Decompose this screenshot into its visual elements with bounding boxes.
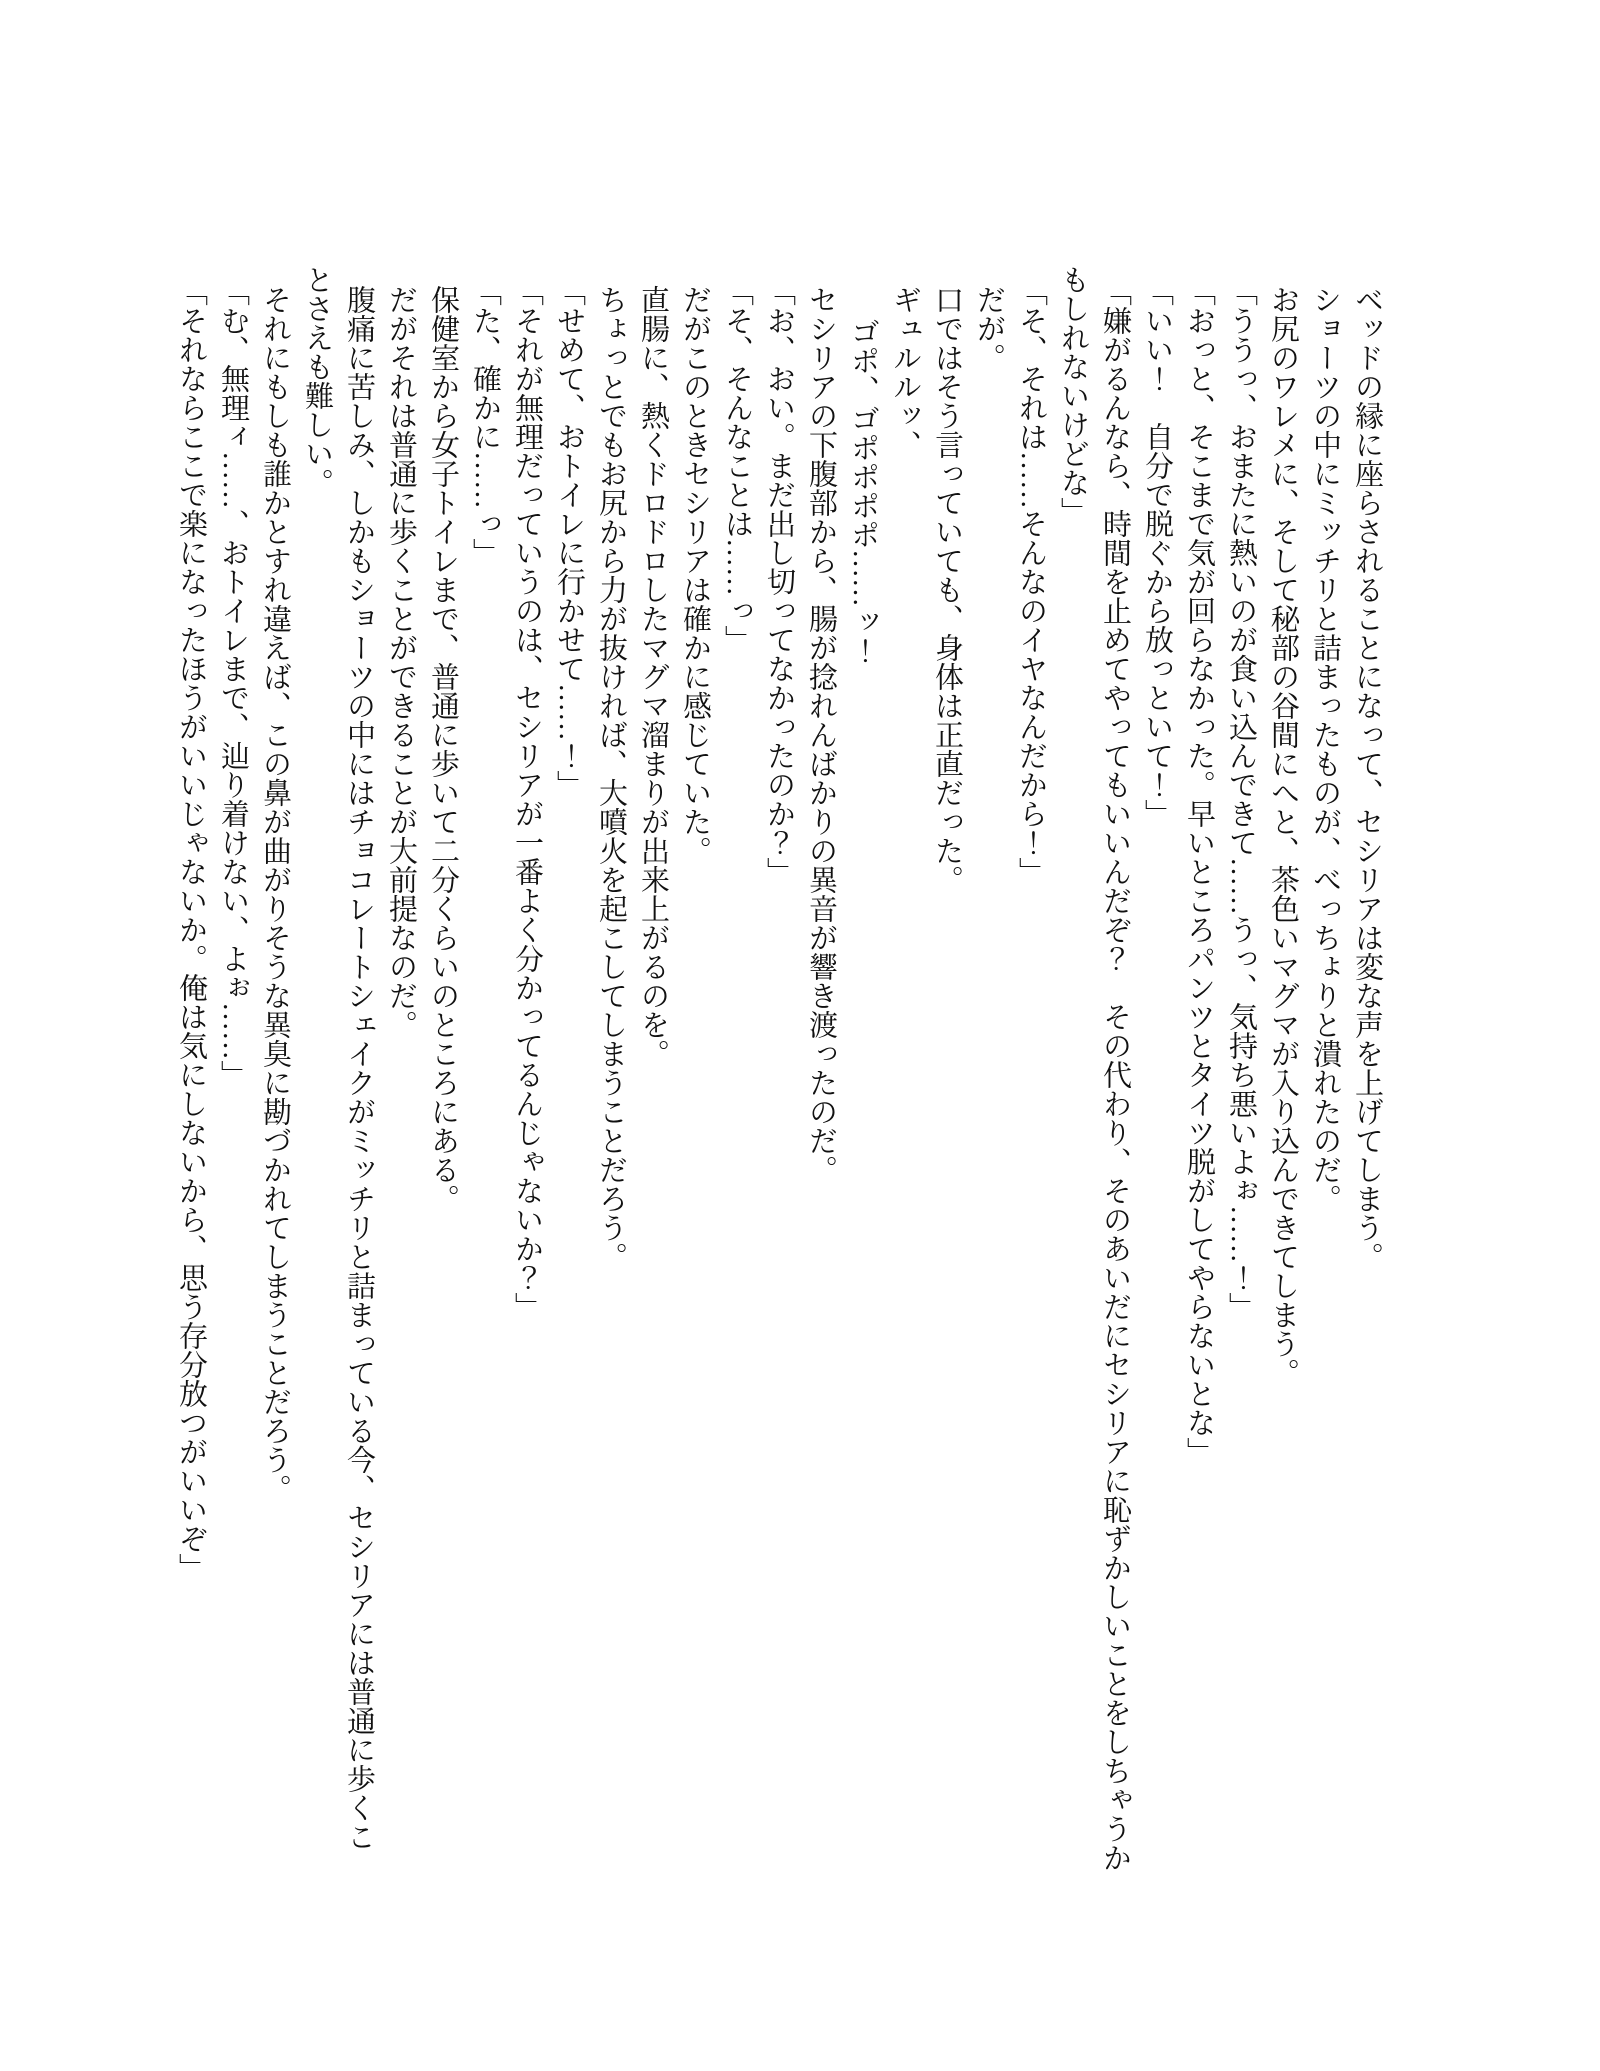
paragraph: ベッドの縁に座らされることになって、セシリアは変な声を上げてしまう。: [1351, 285, 1383, 1272]
paragraph: だが。: [973, 285, 1005, 373]
paragraph: 保健室から女子トイレまで、普通に歩いて二分くらいのところにある。: [427, 285, 459, 1214]
paragraph: 「む、無理ィ……、おトイレまで、辿り着けない、よぉ……」: [217, 276, 249, 1089]
paragraph: 「そ、それは……そんなのイヤなんだから！」: [1015, 276, 1047, 886]
paragraph: それにもしも誰かとすれ違えば、この鼻が曲がりそうな異臭に勘づかれてしまうことだろう。: [259, 285, 291, 1504]
paragraph: セシリアの下腹部から、腸が捻れんばかりの異音が響き渡ったのだ。: [805, 285, 837, 1185]
paragraph: 「それならここで楽になったほうがいいじゃないか。俺は気にしないから、思う存分放つがいいぞ」: [175, 276, 207, 1582]
paragraph: 「嫌がるんなら、時間を止めてやってもいいんだぞ？ その代わり、そのあいだにセシリアに恥ずかしいことをしちゃうかもしれないけどな」: [1057, 265, 1131, 1872]
paragraph: ちょっとでもお尻から力が抜ければ、大噴火を起こしてしまうことだろう。: [595, 285, 627, 1272]
paragraph: 「せめて、おトイレに行かせて……！」: [553, 276, 585, 799]
paragraph: ギュルルッ、: [889, 285, 921, 460]
paragraph: 腹痛に苦しみ、しかもショーツの中にはチョコレートシェイクがミッチリと詰まっている今、セシリアには普通に歩くことさえも難しい。: [301, 265, 375, 1852]
paragraph: 「そ、そんなことは……っ」: [721, 276, 753, 654]
paragraph: だがこのときセシリアは確かに感じていた。: [679, 285, 711, 866]
paragraph: ショーツの中にミッチリと詰まったものが、べっちょりと潰れたのだ。: [1309, 285, 1341, 1214]
paragraph: 「いい！ 自分で脱ぐから放っといて！」: [1141, 276, 1173, 828]
paragraph: だがそれは普通に歩くことができることが大前提なのだ。: [385, 285, 417, 1040]
paragraph: 「た、確かに……っ」: [469, 276, 501, 567]
paragraph: 「ううっ、おまたに熱いのが食い込んできて……うっ、気持ち悪いよぉ……！」: [1225, 276, 1257, 1321]
paragraph: 「お、おい。まだ出し切ってなかったのか？」: [763, 276, 795, 886]
paragraph: ゴポ、ゴポポポポ……ッ！: [847, 317, 879, 666]
paragraph: 「おっと、そこまで気が回らなかった。早いところパンツとタイツ脱がしてやらないとな」: [1183, 276, 1215, 1466]
paragraph: 「それが無理だっていうのは、セシリアが一番よく分かってるんじゃないか？」: [511, 276, 543, 1321]
paragraph: お尻のワレメに、そして秘部の谷間にへと、茶色いマグマが入り込んできてしまう。: [1267, 285, 1299, 1388]
page-text: [170, 265, 1388, 1875]
paragraph: 直腸に、熱くドロドロしたマグマ溜まりが出来上がるのを。: [637, 285, 669, 1069]
paragraph: 口ではそう言っていても、身体は正直だった。: [931, 285, 963, 895]
